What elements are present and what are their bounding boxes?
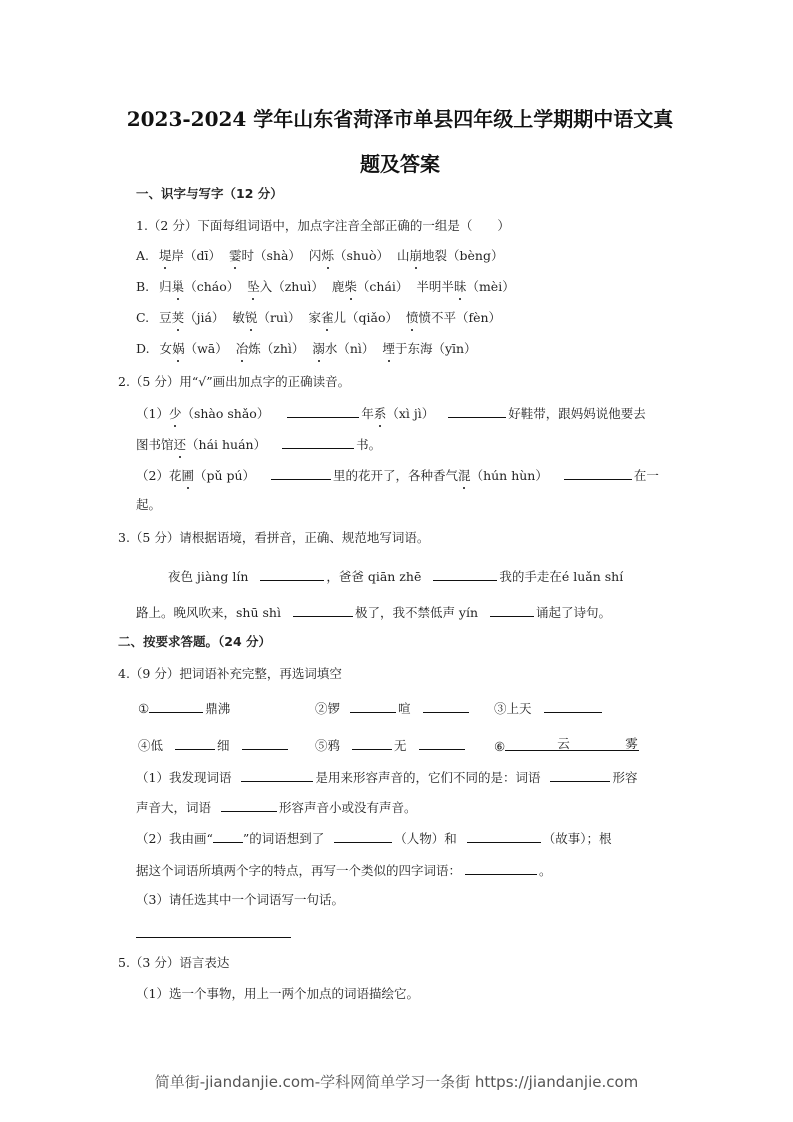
section2-heading: 二、按要求答题。（24 分） bbox=[118, 634, 271, 649]
dotted-char: 雀 bbox=[320, 310, 334, 325]
q4-item-2: ②锣 喧 bbox=[315, 699, 471, 717]
q1-stem: 1.（2 分）下面每组词语中，加点字注音全部正确的一组是（ ） bbox=[136, 218, 510, 233]
answer-blank[interactable] bbox=[465, 861, 537, 875]
answer-blank[interactable] bbox=[149, 699, 203, 713]
document-title-line2: 题及答案 bbox=[360, 152, 440, 176]
q4-item-6: ⑥ 云 雾 bbox=[494, 736, 638, 754]
q4-sub2-line2: 据这个词语所填两个字的特点，再写一个类似的四字词语： 。 bbox=[136, 863, 552, 878]
q4-stem: 4.（9 分）把词语补充完整，再选词填空 bbox=[118, 666, 342, 681]
q4-sub2-line1: （2）我由画“ ”的词语想到了 （人物）和 （故事）；根 bbox=[136, 831, 612, 846]
answer-blank[interactable] bbox=[350, 699, 396, 713]
answer-blank[interactable] bbox=[334, 829, 392, 843]
answer-blank[interactable] bbox=[467, 829, 541, 843]
q3-stem: 3.（5 分）请根据语境，看拼音，正确、规范地写词语。 bbox=[118, 530, 430, 545]
q2-stem: 2.（5 分）用“√”画出加点字的正确读音。 bbox=[118, 374, 351, 389]
dotted-char: 霎 bbox=[229, 248, 242, 263]
answer-blank[interactable] bbox=[241, 768, 313, 782]
answer-blank[interactable] bbox=[213, 829, 243, 843]
q4-item-3: ③上天 bbox=[494, 699, 604, 717]
answer-blank[interactable] bbox=[550, 768, 610, 782]
answer-blank[interactable] bbox=[544, 699, 602, 713]
q1-option-a: A. 堤岸（dī） 霎时（shà） 闪烁（shuò） 山崩地裂（bèng） bbox=[136, 248, 504, 263]
dotted-char: 烁 bbox=[321, 248, 334, 263]
q2-part2-line2: 起。 bbox=[136, 497, 162, 512]
q2-part1-line1: （1）少（shào shǎo） 年系（xì jì） 好鞋带，跟妈妈说他要去 bbox=[136, 406, 646, 421]
dotted-char: 冶 bbox=[235, 341, 249, 356]
q4-sub1-line2: 声音大，词语 形容声音小或没有声音。 bbox=[136, 800, 417, 815]
answer-blank[interactable] bbox=[282, 435, 354, 449]
answer-blank[interactable] bbox=[242, 736, 288, 750]
q4-sub3: （3）请任选其中一个词语写一句话。 bbox=[136, 892, 344, 907]
answer-blank[interactable] bbox=[271, 466, 331, 480]
dotted-char: 娲 bbox=[172, 341, 185, 356]
answer-blank[interactable] bbox=[564, 466, 632, 480]
q4-item-5: ⑤鸦 无 bbox=[315, 736, 467, 754]
dotted-char: 崩 bbox=[409, 248, 423, 263]
document-title-line1: 2023-2024 学年山东省菏泽市单县四年级上学期期中语文真 bbox=[126, 107, 674, 131]
dotted-char: 锐 bbox=[244, 310, 258, 325]
q5-sub1: （1）选一个事物，用上一两个加点的词语描绘它。 bbox=[136, 986, 419, 1001]
answer-blank[interactable]: 云 雾 bbox=[505, 736, 639, 751]
answer-blank[interactable] bbox=[448, 404, 506, 418]
q1-option-c: C. 豆荚（jiá） 敏锐（ruì） 家雀儿（qiǎo） 愤愤不平（fèn） bbox=[136, 310, 502, 325]
q2-part2-line1: （2）花圃（pǔ pú） 里的花开了，各种香气混（hún hùn） 在一 bbox=[136, 468, 659, 483]
dotted-char: 圃 bbox=[181, 468, 194, 483]
dotted-char: 少 bbox=[168, 406, 182, 421]
dotted-char: 柴 bbox=[344, 279, 357, 294]
dotted-char: 混 bbox=[458, 468, 471, 483]
q5-stem: 5.（3 分）语言表达 bbox=[118, 955, 230, 970]
dotted-char: 溺 bbox=[312, 341, 325, 356]
dotted-char: 坠 bbox=[247, 279, 260, 294]
q2-part1-line2: 图书馆还（hái huán） 书。 bbox=[136, 437, 382, 452]
q1-option-b: B. 归巢（cháo） 坠入（zhuì） 鹿柴（chái） 半明半昧（mèi） bbox=[136, 279, 515, 294]
dotted-char: 系 bbox=[373, 406, 387, 421]
q4-item-1: ① 鼎沸 bbox=[138, 701, 231, 716]
dotted-char: 昧 bbox=[453, 279, 467, 294]
footer-watermark: 简单街-jiandanjie.com-学科网简单学习一条街 https://jiandanjie.com bbox=[154, 1073, 639, 1091]
dotted-char: 愤 bbox=[405, 310, 419, 325]
q1-option-d: D. 女娲（wā） 冶炼（zhì） 溺水（nì） 堙于东海（yīn） bbox=[136, 341, 477, 356]
answer-blank[interactable] bbox=[433, 567, 497, 581]
section1-heading: 一、识字与写字（12 分） bbox=[136, 186, 283, 201]
dotted-char: 荚 bbox=[171, 310, 185, 325]
q3-line1: 夜色 jiàng lín ，爸爸 qiān zhē 我的手走在é luǎn shí bbox=[168, 569, 624, 584]
answer-blank[interactable] bbox=[287, 404, 359, 418]
answer-blank[interactable] bbox=[221, 798, 277, 812]
q4-sub1-line1: （1）我发现词语 是用来形容声音的，它们不同的是：词语 形容 bbox=[136, 770, 638, 785]
option-label: D. bbox=[136, 341, 150, 356]
q3-line2: 路上。晚风吹来，shū shì 极了，我不禁低声 yín 诵起了诗句。 bbox=[136, 605, 612, 620]
option-label: A. bbox=[136, 248, 150, 263]
dotted-char: 堙 bbox=[382, 341, 395, 356]
answer-blank[interactable] bbox=[490, 603, 534, 617]
q4-item-4: ④低 细 bbox=[138, 736, 290, 754]
dotted-char: 堤 bbox=[159, 248, 172, 263]
answer-blank[interactable] bbox=[175, 736, 215, 750]
option-label: C. bbox=[136, 310, 150, 325]
answer-blank[interactable] bbox=[352, 736, 392, 750]
answer-line[interactable] bbox=[136, 937, 291, 938]
answer-blank[interactable] bbox=[419, 736, 465, 750]
dotted-char: 巢 bbox=[171, 279, 185, 294]
answer-blank[interactable] bbox=[260, 567, 324, 581]
option-label: B. bbox=[136, 279, 150, 294]
answer-blank[interactable] bbox=[423, 699, 469, 713]
dotted-char: 还 bbox=[173, 437, 187, 452]
answer-blank[interactable] bbox=[293, 603, 353, 617]
